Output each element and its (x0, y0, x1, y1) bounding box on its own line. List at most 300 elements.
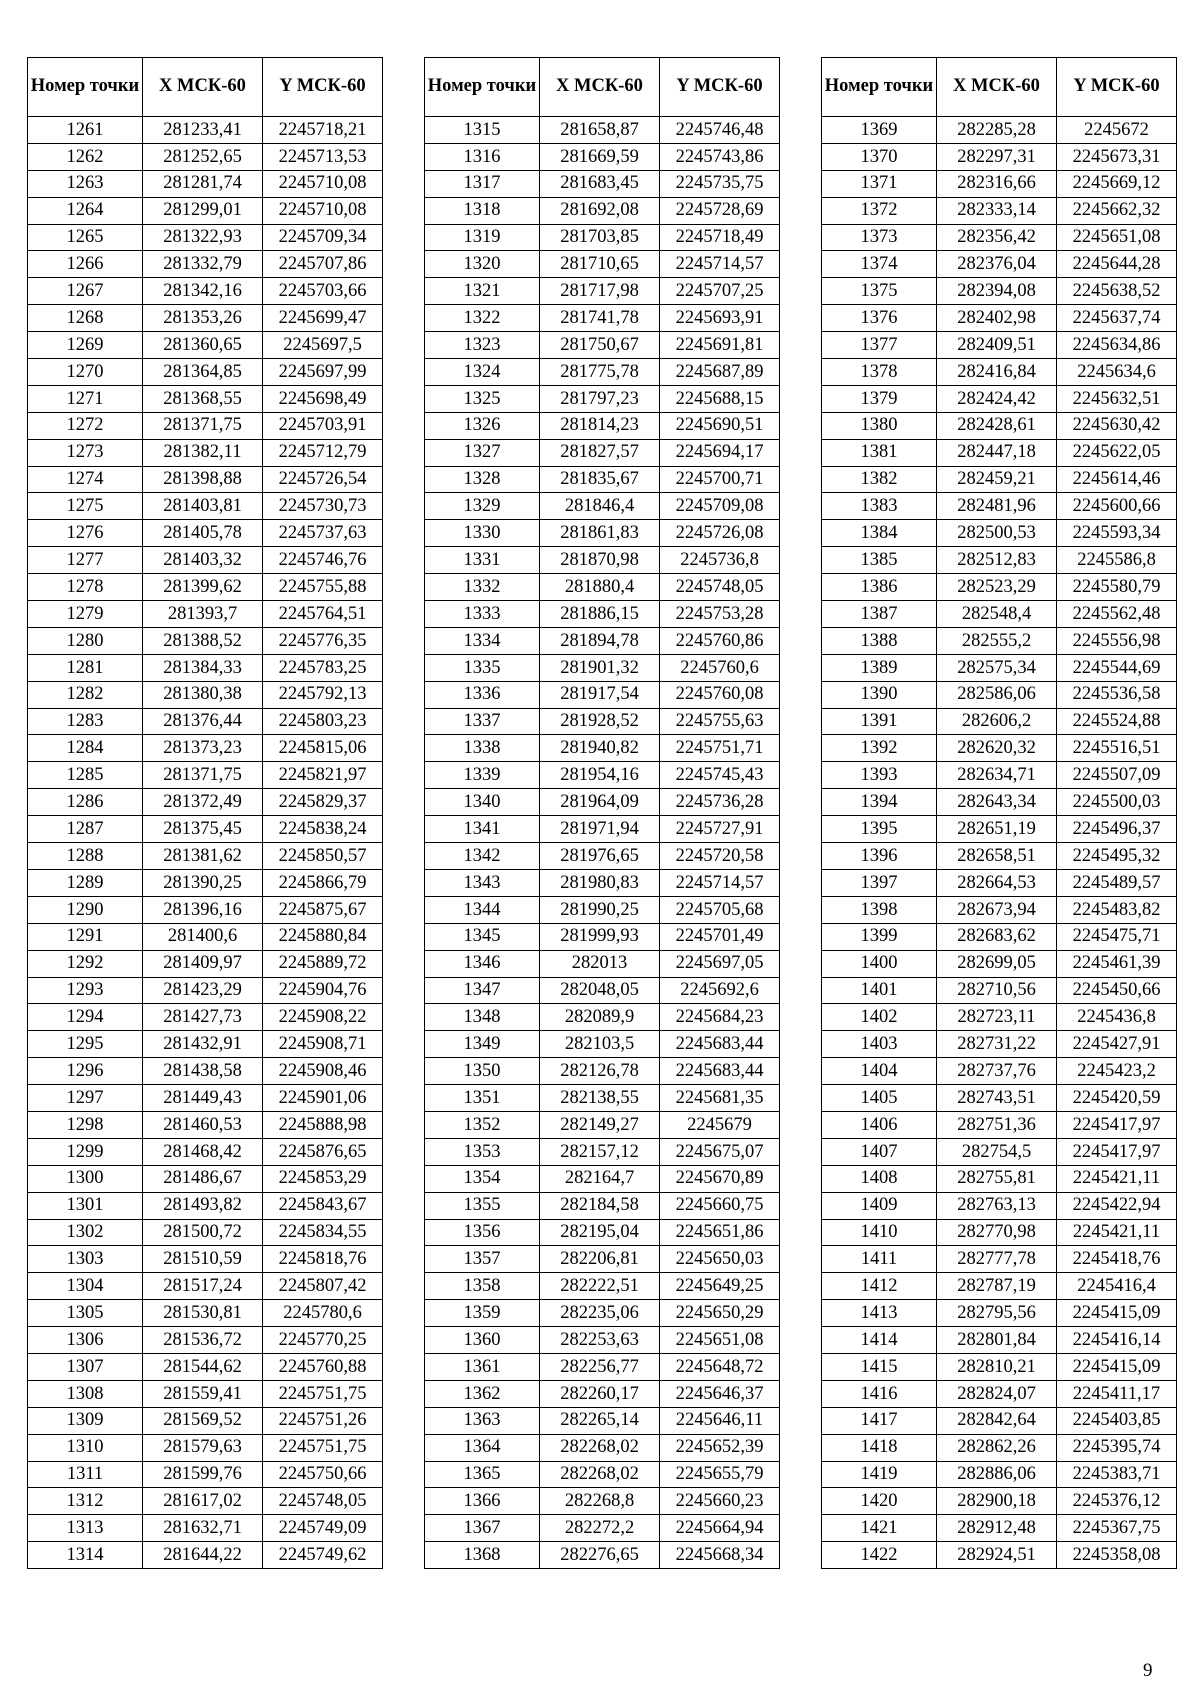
x-coordinate-cell: 281886,15 (540, 601, 660, 628)
x-coordinate-cell: 282481,96 (937, 493, 1057, 520)
y-coordinate-cell: 2245562,48 (1057, 601, 1177, 628)
y-coordinate-cell: 2245843,67 (263, 1192, 383, 1219)
y-coordinate-cell: 2245697,5 (263, 332, 383, 359)
table-row (822, 950, 1177, 977)
table-row (822, 681, 1177, 708)
point-number-cell: 1342 (425, 843, 540, 870)
table-row (425, 1353, 780, 1380)
point-number-cell: 1269 (28, 332, 143, 359)
table-row (425, 1542, 780, 1569)
table-row (425, 977, 780, 1004)
table-row (28, 977, 383, 1004)
y-coordinate-cell: 2245586,8 (1057, 547, 1177, 574)
x-coordinate-cell: 281741,78 (540, 305, 660, 332)
point-number-cell: 1268 (28, 305, 143, 332)
table-row (822, 197, 1177, 224)
point-number-cell: 1386 (822, 574, 937, 601)
y-coordinate-cell: 2245638,52 (1057, 278, 1177, 305)
page-number: 9 (1143, 1660, 1153, 1681)
x-coordinate-cell: 282643,34 (937, 789, 1057, 816)
y-coordinate-cell: 2245670,89 (660, 1165, 780, 1192)
point-number-cell: 1332 (425, 574, 540, 601)
x-coordinate-cell: 282886,06 (937, 1461, 1057, 1488)
y-coordinate-cell: 2245748,05 (660, 574, 780, 601)
y-coordinate-cell: 2245475,71 (1057, 923, 1177, 950)
y-coordinate-cell: 2245651,08 (1057, 224, 1177, 251)
x-coordinate-cell: 282912,48 (937, 1515, 1057, 1542)
x-coordinate-cell: 281835,67 (540, 466, 660, 493)
x-coordinate-cell: 282048,05 (540, 977, 660, 1004)
y-coordinate-cell: 2245418,76 (1057, 1246, 1177, 1273)
point-number-cell: 1389 (822, 654, 937, 681)
point-number-cell: 1367 (425, 1515, 540, 1542)
y-coordinate-cell: 2245415,09 (1057, 1353, 1177, 1380)
table-row (822, 574, 1177, 601)
point-number-cell: 1361 (425, 1353, 540, 1380)
y-coordinate-cell: 2245726,54 (263, 466, 383, 493)
y-coordinate-cell: 2245803,23 (263, 708, 383, 735)
y-coordinate-cell: 2245651,08 (660, 1327, 780, 1354)
table-row (425, 1004, 780, 1031)
table-row (822, 1111, 1177, 1138)
table-row (28, 1300, 383, 1327)
y-coordinate-cell: 2245697,05 (660, 950, 780, 977)
point-number-cell: 1410 (822, 1219, 937, 1246)
x-coordinate-cell: 281870,98 (540, 547, 660, 574)
y-coordinate-cell: 2245683,44 (660, 1031, 780, 1058)
point-number-cell: 1325 (425, 385, 540, 412)
y-coordinate-cell: 2245710,08 (263, 170, 383, 197)
x-coordinate-cell: 282699,05 (937, 950, 1057, 977)
y-coordinate-cell: 2245853,29 (263, 1165, 383, 1192)
y-coordinate-cell: 2245683,44 (660, 1058, 780, 1085)
y-coordinate-cell: 2245755,63 (660, 708, 780, 735)
table-row (425, 627, 780, 654)
x-coordinate-cell: 282924,51 (937, 1542, 1057, 1569)
point-number-cell: 1302 (28, 1219, 143, 1246)
y-coordinate-cell: 2245675,07 (660, 1138, 780, 1165)
x-coordinate-cell: 281405,78 (143, 520, 263, 547)
x-coordinate-cell: 282285,28 (937, 117, 1057, 144)
y-coordinate-cell: 2245416,4 (1057, 1273, 1177, 1300)
x-coordinate-cell: 281658,87 (540, 117, 660, 144)
y-coordinate-cell: 2245743,86 (660, 143, 780, 170)
y-coordinate-cell: 2245901,06 (263, 1085, 383, 1112)
table-row (822, 359, 1177, 386)
table-row (425, 547, 780, 574)
point-number-cell: 1274 (28, 466, 143, 493)
y-coordinate-cell: 2245649,25 (660, 1273, 780, 1300)
x-coordinate-cell: 282523,29 (937, 574, 1057, 601)
point-number-header: Номер точки (28, 58, 143, 117)
table-row (822, 923, 1177, 950)
x-coordinate-cell: 281599,76 (143, 1461, 263, 1488)
point-number-cell: 1320 (425, 251, 540, 278)
x-coordinate-cell: 282512,83 (937, 547, 1057, 574)
point-number-cell: 1351 (425, 1085, 540, 1112)
y-coordinate-cell: 2245614,46 (1057, 466, 1177, 493)
y-coordinate-cell: 2245764,51 (263, 601, 383, 628)
x-coordinate-cell: 281380,38 (143, 681, 263, 708)
table-row (28, 117, 383, 144)
point-number-cell: 1419 (822, 1461, 937, 1488)
table-row (822, 466, 1177, 493)
point-number-cell: 1357 (425, 1246, 540, 1273)
table-row (28, 1031, 383, 1058)
table-row (425, 1138, 780, 1165)
table-row (822, 143, 1177, 170)
point-number-cell: 1405 (822, 1085, 937, 1112)
x-coordinate-cell: 281750,67 (540, 332, 660, 359)
point-number-cell: 1289 (28, 869, 143, 896)
x-coordinate-cell: 282184,58 (540, 1192, 660, 1219)
table-row (28, 143, 383, 170)
x-coordinate-cell: 281775,78 (540, 359, 660, 386)
table-row (28, 1246, 383, 1273)
y-coordinate-cell: 2245580,79 (1057, 574, 1177, 601)
y-coordinate-cell: 2245709,08 (660, 493, 780, 520)
point-number-cell: 1348 (425, 1004, 540, 1031)
y-coordinate-cell: 2245496,37 (1057, 816, 1177, 843)
table-row (822, 654, 1177, 681)
point-number-cell: 1390 (822, 681, 937, 708)
x-coordinate-cell: 282664,53 (937, 869, 1057, 896)
x-coordinate-cell: 282260,17 (540, 1380, 660, 1407)
y-coordinate-cell: 2245904,76 (263, 977, 383, 1004)
x-coordinate-cell: 281917,54 (540, 681, 660, 708)
y-coordinate-cell: 2245866,79 (263, 869, 383, 896)
y-coordinate-cell: 2245422,94 (1057, 1192, 1177, 1219)
y-coordinate-cell: 2245556,98 (1057, 627, 1177, 654)
table-row (28, 1488, 383, 1515)
y-coordinate-cell: 2245736,28 (660, 789, 780, 816)
table-row (425, 385, 780, 412)
table-row (822, 1380, 1177, 1407)
point-number-cell: 1270 (28, 359, 143, 386)
table-row (28, 197, 383, 224)
x-coordinate-cell: 281252,65 (143, 143, 263, 170)
point-number-cell: 1406 (822, 1111, 937, 1138)
x-coordinate-cell: 282195,04 (540, 1219, 660, 1246)
table-row (425, 305, 780, 332)
x-coordinate-cell: 282787,19 (937, 1273, 1057, 1300)
table-row (822, 305, 1177, 332)
table-row (28, 493, 383, 520)
point-number-cell: 1412 (822, 1273, 937, 1300)
x-coordinate-cell: 281569,52 (143, 1407, 263, 1434)
y-coordinate-cell: 2245888,98 (263, 1111, 383, 1138)
point-number-cell: 1283 (28, 708, 143, 735)
table-row (425, 170, 780, 197)
y-coordinate-header: Y МСК-60 (660, 58, 780, 117)
x-coordinate-cell: 281814,23 (540, 412, 660, 439)
table-row (28, 278, 383, 305)
point-number-cell: 1272 (28, 412, 143, 439)
y-coordinate-cell: 2245770,25 (263, 1327, 383, 1354)
table-row (425, 869, 780, 896)
y-coordinate-header: Y МСК-60 (263, 58, 383, 117)
table-row (425, 1515, 780, 1542)
point-number-cell: 1374 (822, 251, 937, 278)
table-row (822, 1488, 1177, 1515)
table-row (425, 1327, 780, 1354)
y-coordinate-cell: 2245648,72 (660, 1353, 780, 1380)
point-number-cell: 1383 (822, 493, 937, 520)
x-coordinate-cell: 281797,23 (540, 385, 660, 412)
y-coordinate-cell: 2245703,91 (263, 412, 383, 439)
x-coordinate-cell: 282801,84 (937, 1327, 1057, 1354)
x-coordinate-cell: 282428,61 (937, 412, 1057, 439)
table-row (425, 143, 780, 170)
x-coordinate-cell: 282634,71 (937, 762, 1057, 789)
x-coordinate-cell: 281233,41 (143, 117, 263, 144)
y-coordinate-cell: 2245660,23 (660, 1488, 780, 1515)
y-coordinate-cell: 2245908,46 (263, 1058, 383, 1085)
x-coordinate-cell: 281827,57 (540, 439, 660, 466)
point-number-cell: 1416 (822, 1380, 937, 1407)
y-coordinate-cell: 2245416,14 (1057, 1327, 1177, 1354)
x-coordinate-cell: 281928,52 (540, 708, 660, 735)
x-coordinate-cell: 281360,65 (143, 332, 263, 359)
point-number-cell: 1394 (822, 789, 937, 816)
point-number-cell: 1371 (822, 170, 937, 197)
y-coordinate-cell: 2245699,47 (263, 305, 383, 332)
y-coordinate-cell: 2245450,66 (1057, 977, 1177, 1004)
x-coordinate-cell: 282089,9 (540, 1004, 660, 1031)
table-row (28, 574, 383, 601)
point-number-cell: 1340 (425, 789, 540, 816)
y-coordinate-cell: 2245693,91 (660, 305, 780, 332)
x-coordinate-cell: 281409,97 (143, 950, 263, 977)
point-number-cell: 1350 (425, 1058, 540, 1085)
point-number-cell: 1293 (28, 977, 143, 1004)
x-coordinate-cell: 281393,7 (143, 601, 263, 628)
x-coordinate-cell: 281353,26 (143, 305, 263, 332)
point-number-cell: 1355 (425, 1192, 540, 1219)
point-number-cell: 1381 (822, 439, 937, 466)
x-coordinate-cell: 281438,58 (143, 1058, 263, 1085)
x-coordinate-cell: 282235,06 (540, 1300, 660, 1327)
x-coordinate-cell: 282268,02 (540, 1434, 660, 1461)
table-row (822, 627, 1177, 654)
x-coordinate-cell: 282222,51 (540, 1273, 660, 1300)
table-row (822, 224, 1177, 251)
point-number-cell: 1356 (425, 1219, 540, 1246)
y-coordinate-cell: 2245524,88 (1057, 708, 1177, 735)
x-coordinate-cell: 282651,19 (937, 816, 1057, 843)
x-coordinate-cell: 282157,12 (540, 1138, 660, 1165)
y-coordinate-cell: 2245673,31 (1057, 143, 1177, 170)
y-coordinate-cell: 2245889,72 (263, 950, 383, 977)
x-coordinate-cell: 282673,94 (937, 896, 1057, 923)
x-coordinate-cell: 281940,82 (540, 735, 660, 762)
table-row (822, 762, 1177, 789)
point-number-header: Номер точки (425, 58, 540, 117)
table-row (28, 681, 383, 708)
y-coordinate-cell: 2245815,06 (263, 735, 383, 762)
table-row (822, 1004, 1177, 1031)
y-coordinate-cell: 2245709,34 (263, 224, 383, 251)
y-coordinate-cell: 2245783,25 (263, 654, 383, 681)
table-row (425, 1300, 780, 1327)
y-coordinate-cell: 2245712,79 (263, 439, 383, 466)
point-number-cell: 1353 (425, 1138, 540, 1165)
table-row (822, 1461, 1177, 1488)
x-coordinate-cell: 282683,62 (937, 923, 1057, 950)
y-coordinate-cell: 2245714,57 (660, 251, 780, 278)
x-coordinate-cell: 281460,53 (143, 1111, 263, 1138)
y-coordinate-cell: 2245760,08 (660, 681, 780, 708)
point-number-cell: 1388 (822, 627, 937, 654)
table-row (425, 520, 780, 547)
table-row (425, 224, 780, 251)
x-coordinate-cell: 282164,7 (540, 1165, 660, 1192)
point-number-cell: 1349 (425, 1031, 540, 1058)
table-row (822, 170, 1177, 197)
table-row (425, 601, 780, 628)
y-coordinate-cell: 2245705,68 (660, 896, 780, 923)
x-coordinate-cell: 281281,74 (143, 170, 263, 197)
point-number-cell: 1398 (822, 896, 937, 923)
x-coordinate-cell: 282777,78 (937, 1246, 1057, 1273)
point-number-cell: 1380 (822, 412, 937, 439)
x-coordinate-cell: 281692,08 (540, 197, 660, 224)
point-number-cell: 1369 (822, 117, 937, 144)
y-coordinate-cell: 2245745,43 (660, 762, 780, 789)
y-coordinate-cell: 2245755,88 (263, 574, 383, 601)
point-number-cell: 1334 (425, 627, 540, 654)
table-row (822, 547, 1177, 574)
point-number-cell: 1284 (28, 735, 143, 762)
x-coordinate-cell: 282256,77 (540, 1353, 660, 1380)
table-row (425, 251, 780, 278)
x-coordinate-cell: 281342,16 (143, 278, 263, 305)
y-coordinate-cell: 2245668,34 (660, 1542, 780, 1569)
x-coordinate-cell: 282606,2 (937, 708, 1057, 735)
point-number-cell: 1395 (822, 816, 937, 843)
y-coordinate-cell: 2245655,79 (660, 1461, 780, 1488)
table-row (28, 1380, 383, 1407)
x-coordinate-cell: 281530,81 (143, 1300, 263, 1327)
x-coordinate-cell: 281669,59 (540, 143, 660, 170)
table-row (28, 332, 383, 359)
y-coordinate-cell: 2245652,39 (660, 1434, 780, 1461)
point-number-cell: 1313 (28, 1515, 143, 1542)
table-row (822, 1542, 1177, 1569)
y-coordinate-cell: 2245687,89 (660, 359, 780, 386)
x-coordinate-cell: 282013 (540, 950, 660, 977)
point-number-cell: 1354 (425, 1165, 540, 1192)
y-coordinate-cell: 2245634,86 (1057, 332, 1177, 359)
x-coordinate-cell: 282316,66 (937, 170, 1057, 197)
point-number-cell: 1368 (425, 1542, 540, 1569)
x-coordinate-cell: 281971,94 (540, 816, 660, 843)
table-row (28, 601, 383, 628)
y-coordinate-cell: 2245707,25 (660, 278, 780, 305)
x-coordinate-cell: 282394,08 (937, 278, 1057, 305)
y-coordinate-cell: 2245650,03 (660, 1246, 780, 1273)
table-row (822, 1085, 1177, 1112)
point-number-cell: 1314 (28, 1542, 143, 1569)
table-row (822, 493, 1177, 520)
table-row (822, 1031, 1177, 1058)
point-number-cell: 1306 (28, 1327, 143, 1354)
table-row (28, 1004, 383, 1031)
x-coordinate-cell: 282149,27 (540, 1111, 660, 1138)
y-coordinate-cell: 2245421,11 (1057, 1219, 1177, 1246)
y-coordinate-cell: 2245908,22 (263, 1004, 383, 1031)
y-coordinate-cell: 2245367,75 (1057, 1515, 1177, 1542)
y-coordinate-cell: 2245593,34 (1057, 520, 1177, 547)
table-row (822, 789, 1177, 816)
table-row (425, 574, 780, 601)
table-row (28, 708, 383, 735)
table-row (28, 1273, 383, 1300)
table-row (425, 681, 780, 708)
table-row (28, 1542, 383, 1569)
table-row (28, 896, 383, 923)
table-row (28, 224, 383, 251)
x-coordinate-header: X МСК-60 (937, 58, 1057, 117)
x-coordinate-cell: 282126,78 (540, 1058, 660, 1085)
table-row (425, 816, 780, 843)
x-coordinate-cell: 282459,21 (937, 466, 1057, 493)
point-number-cell: 1303 (28, 1246, 143, 1273)
point-number-cell: 1387 (822, 601, 937, 628)
point-number-cell: 1362 (425, 1380, 540, 1407)
point-number-cell: 1339 (425, 762, 540, 789)
table-row (28, 520, 383, 547)
x-coordinate-cell: 281517,24 (143, 1273, 263, 1300)
x-coordinate-cell: 282103,5 (540, 1031, 660, 1058)
y-coordinate-cell: 2245760,86 (660, 627, 780, 654)
table-row (425, 789, 780, 816)
table-row (425, 466, 780, 493)
x-coordinate-cell: 281332,79 (143, 251, 263, 278)
y-coordinate-cell: 2245427,91 (1057, 1031, 1177, 1058)
table-row (28, 843, 383, 870)
x-coordinate-cell: 282751,36 (937, 1111, 1057, 1138)
point-number-cell: 1347 (425, 977, 540, 1004)
table-row (822, 332, 1177, 359)
y-coordinate-cell: 2245720,58 (660, 843, 780, 870)
point-number-cell: 1414 (822, 1327, 937, 1354)
table-row (425, 332, 780, 359)
point-number-cell: 1262 (28, 143, 143, 170)
point-number-cell: 1311 (28, 1461, 143, 1488)
y-coordinate-cell: 2245735,75 (660, 170, 780, 197)
y-coordinate-cell: 2245622,05 (1057, 439, 1177, 466)
point-number-cell: 1321 (425, 278, 540, 305)
y-coordinate-cell: 2245751,71 (660, 735, 780, 762)
point-number-cell: 1366 (425, 1488, 540, 1515)
point-number-cell: 1384 (822, 520, 937, 547)
y-coordinate-cell: 2245690,51 (660, 412, 780, 439)
x-coordinate-cell: 282206,81 (540, 1246, 660, 1273)
point-number-cell: 1318 (425, 197, 540, 224)
x-coordinate-cell: 281976,65 (540, 843, 660, 870)
y-coordinate-cell: 2245751,75 (263, 1434, 383, 1461)
table-row (28, 1407, 383, 1434)
point-number-cell: 1403 (822, 1031, 937, 1058)
x-coordinate-cell: 282586,06 (937, 681, 1057, 708)
x-coordinate-cell: 282416,84 (937, 359, 1057, 386)
x-coordinate-cell: 282356,42 (937, 224, 1057, 251)
table-row (28, 412, 383, 439)
y-coordinate-cell: 2245646,37 (660, 1380, 780, 1407)
point-number-cell: 1337 (425, 708, 540, 735)
x-coordinate-cell: 281432,91 (143, 1031, 263, 1058)
